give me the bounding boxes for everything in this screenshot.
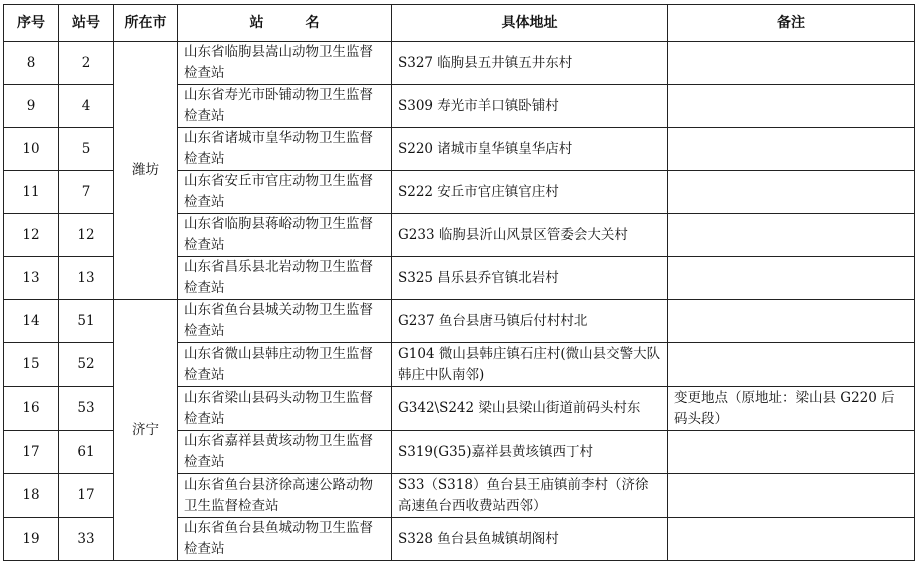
note-cell (668, 431, 915, 474)
station-name-cell: 山东省鱼台县济徐高速公路动物卫生监督检查站 (178, 474, 392, 518)
station-no-cell: 17 (59, 474, 114, 518)
station-name-cell: 山东省昌乐县北岩动物卫生监督检查站 (178, 257, 392, 300)
city-cell-weifang: 潍坊 (114, 42, 178, 300)
address-cell: S325 昌乐县乔官镇北岩村 (392, 257, 668, 300)
seq-cell: 10 (4, 128, 59, 171)
station-name-cell: 山东省微山县韩庄动物卫生监督检查站 (178, 343, 392, 387)
station-no-cell: 13 (59, 257, 114, 300)
station-name-cell: 山东省嘉祥县黄垓动物卫生监督检查站 (178, 431, 392, 474)
note-cell (668, 171, 915, 214)
seq-cell: 19 (4, 518, 59, 561)
address-cell: S309 寿光市羊口镇卧铺村 (392, 85, 668, 128)
station-name-cell: 山东省鱼台县鱼城动物卫生监督检查站 (178, 518, 392, 561)
station-no-cell: 12 (59, 214, 114, 257)
header-note: 备注 (668, 5, 915, 42)
address-cell: S319(G35)嘉祥县黄垓镇西丁村 (392, 431, 668, 474)
note-cell (668, 474, 915, 518)
seq-cell: 16 (4, 387, 59, 431)
station-no-cell: 33 (59, 518, 114, 561)
station-name-cell: 山东省临朐县蒋峪动物卫生监督检查站 (178, 214, 392, 257)
seq-cell: 9 (4, 85, 59, 128)
table-row (4, 42, 915, 85)
seq-cell: 12 (4, 214, 59, 257)
station-name-cell: 山东省临朐县嵩山动物卫生监督检查站 (178, 42, 392, 85)
station-no-cell: 52 (59, 343, 114, 387)
station-no-cell: 4 (59, 85, 114, 128)
note-cell (668, 214, 915, 257)
station-name-cell: 山东省梁山县码头动物卫生监督检查站 (178, 387, 392, 431)
address-cell: S220 诸城市皇华镇皇华店村 (392, 128, 668, 171)
seq-cell: 15 (4, 343, 59, 387)
address-cell: G233 临朐县沂山风景区管委会大关村 (392, 214, 668, 257)
station-name-cell: 山东省鱼台县城关动物卫生监督检查站 (178, 300, 392, 343)
header-name: 站 名 (178, 5, 392, 42)
seq-cell: 13 (4, 257, 59, 300)
seq-cell: 8 (4, 42, 59, 85)
station-no-cell: 7 (59, 171, 114, 214)
address-cell: S33（S318）鱼台县王庙镇前李村（济徐高速鱼台西收费站西邻） (392, 474, 668, 518)
station-no-cell: 51 (59, 300, 114, 343)
note-cell (668, 128, 915, 171)
station-no-cell: 61 (59, 431, 114, 474)
header-station-no: 站号 (59, 5, 114, 42)
table-row (4, 300, 915, 343)
station-no-cell: 53 (59, 387, 114, 431)
note-cell (668, 85, 915, 128)
station-no-cell: 2 (59, 42, 114, 85)
header-seq: 序号 (4, 5, 59, 42)
seq-cell: 17 (4, 431, 59, 474)
stations-table (3, 4, 915, 561)
note-cell (668, 518, 915, 561)
note-cell (668, 300, 915, 343)
note-cell (668, 42, 915, 85)
note-cell (668, 257, 915, 300)
station-no-cell: 5 (59, 128, 114, 171)
seq-cell: 11 (4, 171, 59, 214)
seq-cell: 14 (4, 300, 59, 343)
address-cell: S327 临朐县五井镇五井东村 (392, 42, 668, 85)
address-cell: G104 微山县韩庄镇石庄村(微山县交警大队韩庄中队南邻) (392, 343, 668, 387)
station-name-cell: 山东省寿光市卧铺动物卫生监督检查站 (178, 85, 392, 128)
header-row (4, 5, 915, 42)
seq-cell: 18 (4, 474, 59, 518)
address-cell: S328 鱼台县鱼城镇胡阁村 (392, 518, 668, 561)
note-cell: 变更地点（原地址：梁山县 G220 后码头段） (668, 387, 915, 431)
station-name-cell: 山东省诸城市皇华动物卫生监督检查站 (178, 128, 392, 171)
header-city: 所在市 (114, 5, 178, 42)
address-cell: G342\S242 梁山县梁山街道前码头村东 (392, 387, 668, 431)
address-cell: S222 安丘市官庄镇官庄村 (392, 171, 668, 214)
header-address: 具体地址 (392, 5, 668, 42)
station-name-cell: 山东省安丘市官庄动物卫生监督检查站 (178, 171, 392, 214)
address-cell: G237 鱼台县唐马镇后付村村北 (392, 300, 668, 343)
note-cell (668, 343, 915, 387)
city-cell-jining: 济宁 (114, 300, 178, 561)
